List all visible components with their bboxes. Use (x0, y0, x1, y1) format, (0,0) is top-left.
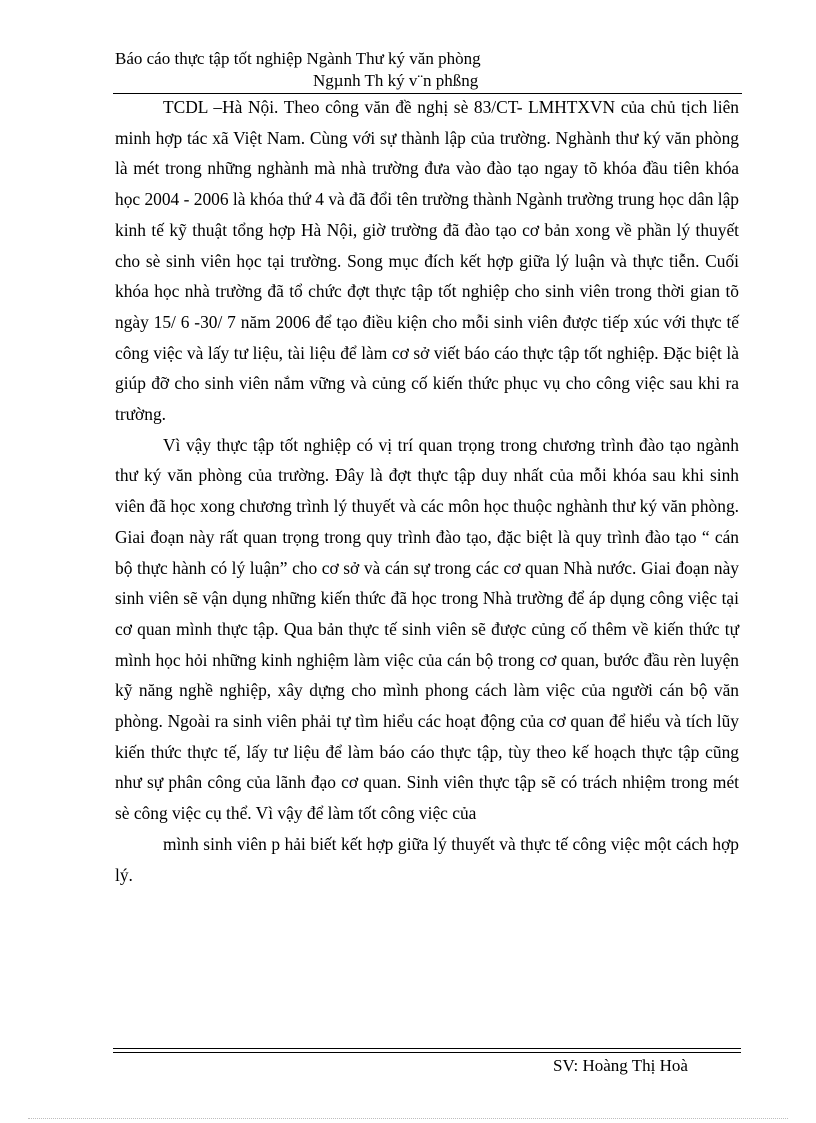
header-subtitle-garbled: Ngµnh Th ký v¨n phßng (313, 71, 479, 90)
page-header (115, 48, 745, 92)
page-bottom-dotted-line (28, 1118, 788, 1119)
paragraph-1: TCDL –Hà Nội. Theo công văn đề nghị sè 83/CT- LMHTXVN của chủ tịch liên minh hợp tác xã Việt Nam. Cùng với sự thành lập của trường. Nghành thư ký văn phòng là mét trong những nghành mà nhà trường đưa vào đào tạo ngay tõ khóa đầu tiên khóa học 2004 - 2006 là khóa thứ 4 và đã đổi tên trường thành Ngành trường trung học dân lập kinh tế kỹ thuật tổng hợp Hà Nội, giờ trường đã đào tạo cơ bản xong về phần lý thuyết cho sè sinh viên học tại trường. Song mục đích kết hợp giữa lý luận và thực tiễn. Cuối khóa học nhà trường đã tổ chức đợt thực tập tốt nghiệp cho sinh viên trong thời gian tõ ngày 15/ 6 -30/ 7 năm 2006 để tạo điều kiện cho mỗi sinh viên được tiếp xúc với thực tế công việc và lấy tư liệu, tài liệu để làm cơ sở viết báo cáo thực tập tốt nghiệp. Đặc biệt là giúp đỡ cho sinh viên nắm vững và củng cố kiến thức phục vụ cho công việc sau khi ra trường. (115, 97, 739, 425)
paragraph-2: Vì vậy thực tập tốt nghiệp có vị trí quan trọng trong chương trình đào tạo ngành thư ký văn phòng của trường. Đây là đợt thực tập duy nhất của mỗi khóa sau khi sinh viên đã học xong chương trình lý thuyết và các môn học thuộc nghành thư ký văn phòng. Giai đoạn này rất quan trọng trong quy trình đào tạo, đặc biệt là quy trình đào tạo “ cán bộ thực hành có lý luận” cho cơ sở và cán sự trong các cơ quan Nhà nước. Giai đoạn này sinh viên sẽ vận dụng những kiến thức đã học trong Nhà trường để áp dụng công việc tại cơ quan mình thực tập. Qua bản thực tế sinh viên sẽ được củng cố thêm về kiến thức tự mình học hỏi những kinh nghiệm làm việc của cán bộ trong cơ quan, bước đầu rèn luyện kỹ năng nghề nghiệp, xây dựng cho mình phong cách làm việc của người cán bộ văn phòng. Ngoài ra sinh viên phải tự tìm hiểu các hoạt động của cơ quan để hiểu và tích lũy kiến thức thực tế, lấy tư liệu để làm báo cáo thực tập, tùy theo kế hoạch thực tập cũng như sự phân công của lãnh đạo cơ quan. Sinh viên thực tập sẽ có trách nhiệm trong mét sè công việc cụ thể. Vì vậy để làm tốt công việc của (115, 434, 739, 824)
footer-student-name: SV: Hoàng Thị Hoà (553, 1056, 688, 1075)
footer-rule-top (113, 1048, 741, 1049)
paragraph-3: mình sinh viên p hải biết kết hợp giữa lý thuyết và thực tế công việc một cách hợp lý. (115, 833, 739, 885)
header-title: Báo cáo thực tập tốt nghiệp Ngành Thư ký văn phòng (115, 49, 481, 68)
footer-rule-bottom (113, 1052, 741, 1053)
document-body (115, 92, 739, 890)
